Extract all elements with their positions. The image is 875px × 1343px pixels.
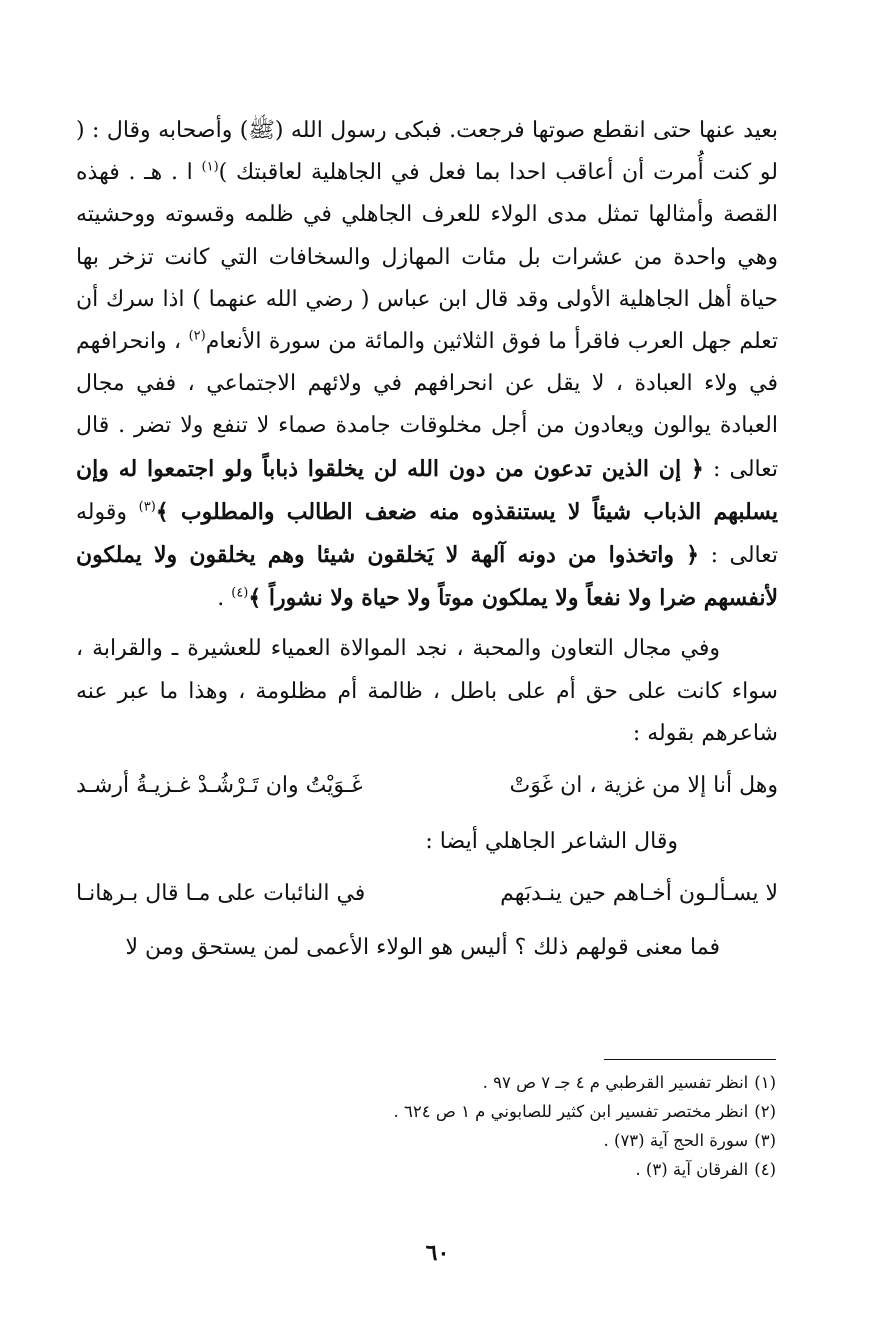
footnote-number: (٣)	[754, 1131, 776, 1150]
poem-verse-1-second-hemistich: غَـوَيْتُ وان تَـرْشُـدْ غـزيـةُ أرشـد	[76, 773, 363, 799]
footnote-ref-2: (٢)	[188, 328, 206, 344]
footnote-ref-4: (٤)	[231, 585, 249, 601]
text-segment: .	[217, 586, 232, 612]
footnotes-list	[200, 1068, 776, 1184]
footnote-text: سورة الحج آية (٧٣) .	[603, 1131, 749, 1150]
footnote-text: انظر تفسير القرطبي م ٤ جـ ٧ ص ٩٧ .	[482, 1073, 749, 1092]
quran-quote-2: ﴿ واتخذوا من دونه آلهة لا يَخلقون شيئا وهم يخلقون ولا يملكون لأنفسهم ضرا ولا نفعاً ولا يملكون موتاً ولا حياة ولا نشوراً ﴾	[76, 542, 778, 612]
poem-intro: وقال الشاعر الجاهلي أيضا :	[425, 829, 678, 855]
footnote-2	[200, 1097, 776, 1126]
footnote-text: الفرقان آية (٣) .	[635, 1160, 749, 1179]
text-segment: بعيد عنها حتى انقطع صوتها فرجعت. فبكى رسول الله (ﷺ) وأصحابه وقال : ( لو كنت أُمرت أن أعاقب احدا بما فعل في الجاهلية لعاقبتك )	[76, 118, 778, 186]
footnote-1	[200, 1068, 776, 1097]
poem-verse-2	[76, 873, 778, 915]
footnote-number: (١)	[754, 1073, 776, 1092]
footnote-ref-3: (٣)	[138, 499, 156, 515]
poem-verse-2-second-hemistich: في النائبات على مـا قال بـرهانـا	[76, 881, 366, 907]
footnote-divider	[604, 1059, 776, 1060]
footnote-3	[200, 1126, 776, 1155]
footnote-number: (٢)	[754, 1102, 776, 1121]
text-segment: ، وانحرافهم في ولاء العبادة ، لا يقل عن انحرافهم في ولائهم الاجتماعي ، ففي مجال العبادة يوالون ويعادون من أجل مخلوقات جامدة صماء لا تنفع ولا تضر . قال تعالى :	[76, 329, 778, 482]
paragraph-2: وفي مجال التعاون والمحبة ، نجد الموالاة العمياء للعشيرة ـ والقرابة ، سواء كانت على حق أم على باطل ، ظالمة أم مظلومة ، وهذا ما عبر عنه شاعرهم بقوله :	[76, 636, 778, 746]
footnote-number: (٤)	[754, 1160, 776, 1179]
page-number: ٦٠	[425, 1240, 450, 1266]
footnote-4	[200, 1155, 776, 1184]
paragraph-3: فما معنى قولهم ذلك ؟ أليس هو الولاء الأعمى لمن يستحق ومن لا	[125, 935, 720, 961]
poem-verse-1	[76, 765, 778, 807]
poem-verse-2-first-hemistich: لا يسـألـون أخـاهم حين ينـدبَهم	[500, 881, 778, 907]
text-segment: ا . هـ . فهذه القصة وأمثالها تمثل مدى الولاء للعرف الجاهلي في ظلمه وقسوته ووحشيته وهي واحدة من عشرات بل مئات المهازل والسخافات التي كانت تزخر بها حياة أهل الجاهلية الأولى وقد قال ابن عباس ( رضي الله عنهما ) اذا سرك أن تعلم جهل العرب فاقرأ ما فوق الثلاثين والمائة من سورة الأنعام	[76, 160, 778, 355]
poem-verse-1-first-hemistich: وهل أنا إلا من غزية ، ان غَوَتْ	[509, 773, 778, 799]
paragraph-1	[76, 110, 778, 620]
footnote-text: انظر مختصر تفسير ابن كثير للصابوني م ١ ص ٦٢٤ .	[393, 1102, 749, 1121]
footnote-ref-1: (١)	[201, 159, 219, 175]
text-segment: وقوله تعالى :	[76, 499, 778, 569]
quran-quote-1: ﴿ إن الذين تدعون من دون الله لن يخلقوا ذباباً ولو اجتمعوا له وإن يسلبهم الذباب شيئاً لا يستنقذوه منه ضعف الطالب والمطلوب ﴾	[76, 455, 779, 525]
page-content	[76, 110, 778, 991]
